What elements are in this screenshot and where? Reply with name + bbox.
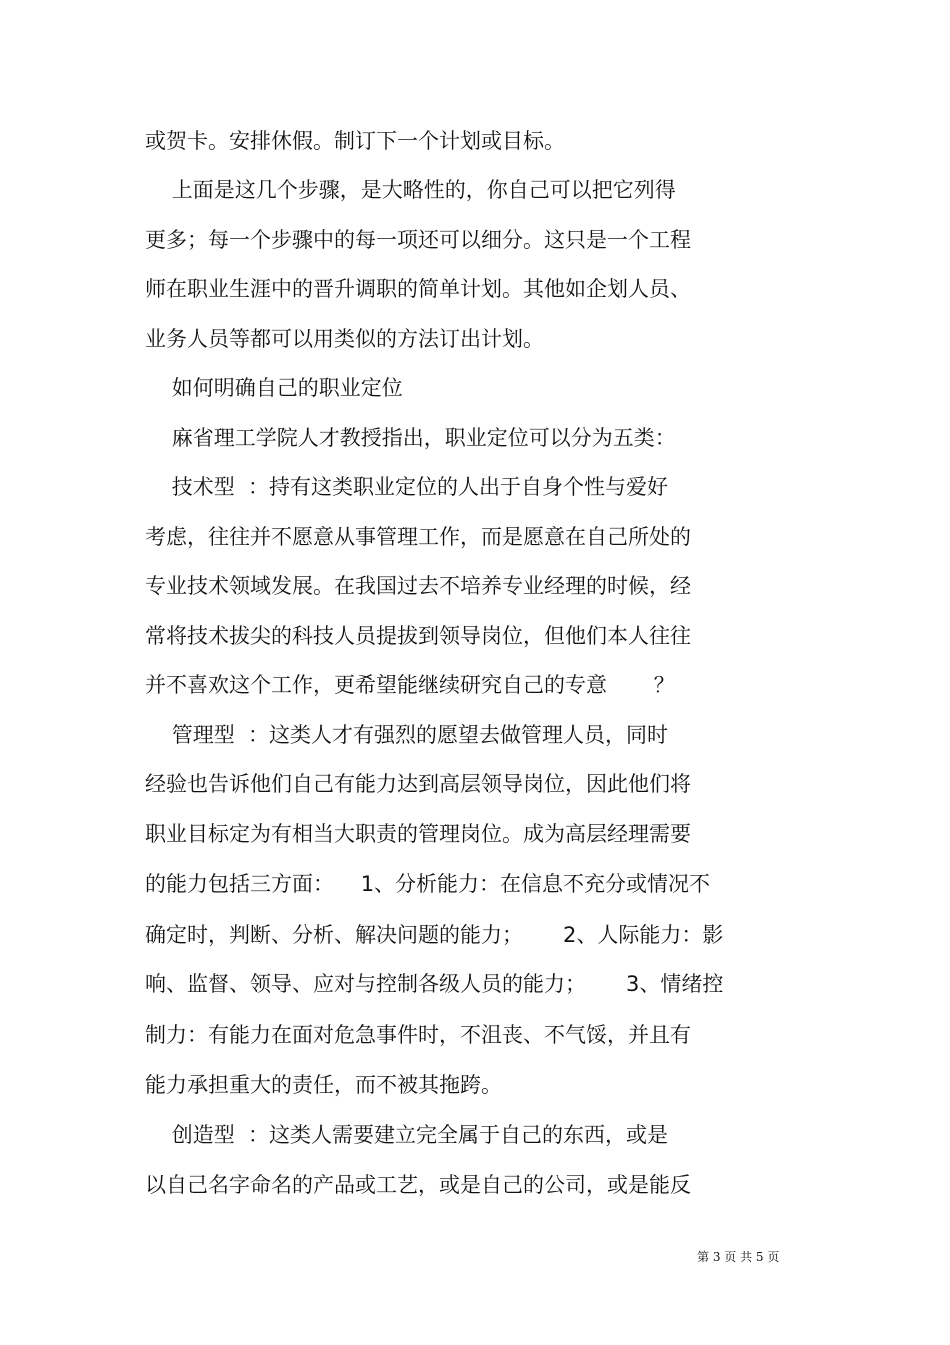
text-line-4: 师在职业生涯中的晋升调职的简单计划。其他如企划人员、 <box>145 277 691 301</box>
text-line-3: 更多；每一个步骤中的每一项还可以细分。这只是一个工程 <box>145 228 691 252</box>
text-line-12: 并不喜欢这个工作，更希望能继续研究自己的专意 ？ <box>145 673 675 697</box>
text-line-17: 确定时，判断、分析、解决问题的能力； 2、人际能力：影 <box>145 923 724 947</box>
text-line-8: 技术型 ：持有这类职业定位的人出于自身个性与爱好 <box>145 475 669 499</box>
text-line-1: 或贺卡。安排休假。制订下一个计划或目标。 <box>145 129 565 153</box>
text-line-18: 响、监督、领导、应对与控制各级人员的能力； 3、情绪控 <box>145 972 724 996</box>
text-line-14: 经验也告诉他们自己有能力达到高层领导岗位，因此他们将 <box>145 772 691 796</box>
text-line-11: 常将技术拔尖的科技人员提拔到领导岗位，但他们本人往往 <box>145 624 691 648</box>
text-line-15: 职业目标定为有相当大职责的管理岗位。成为高层经理需要 <box>145 822 691 846</box>
text-line-9: 考虑，往往并不愿意从事管理工作，而是愿意在自己所处的 <box>145 525 691 549</box>
text-line-16: 的能力包括三方面： 1、分析能力：在信息不充分或情况不 <box>145 872 711 896</box>
text-line-2: 上面是这几个步骤，是大略性的，你自己可以把它列得 <box>145 178 676 202</box>
text-line-13: 管理型 ：这类人才有强烈的愿望去做管理人员，同时 <box>145 723 669 747</box>
text-line-22: 以自己名字命名的产品或工艺，或是自己的公司，或是能反 <box>145 1173 691 1197</box>
text-line-10: 专业技术领域发展。在我国过去不培养专业经理的时候，经 <box>145 574 691 598</box>
page-number-footer: 第 3 页 共 5 页 <box>697 1250 780 1264</box>
text-line-21: 创造型 ：这类人需要建立完全属于自己的东西，或是 <box>145 1123 669 1147</box>
text-line-5: 业务人员等都可以用类似的方法订出计划。 <box>145 327 544 351</box>
text-line-7: 麻省理工学院人才教授指出，职业定位可以分为五类： <box>145 426 676 450</box>
text-line-19: 制力：有能力在面对危急事件时，不沮丧、不气馁，并且有 <box>145 1023 691 1047</box>
text-line-20: 能力承担重大的责任，而不被其拖跨。 <box>145 1073 502 1097</box>
section-heading: 如何明确自己的职业定位 <box>145 376 403 400</box>
